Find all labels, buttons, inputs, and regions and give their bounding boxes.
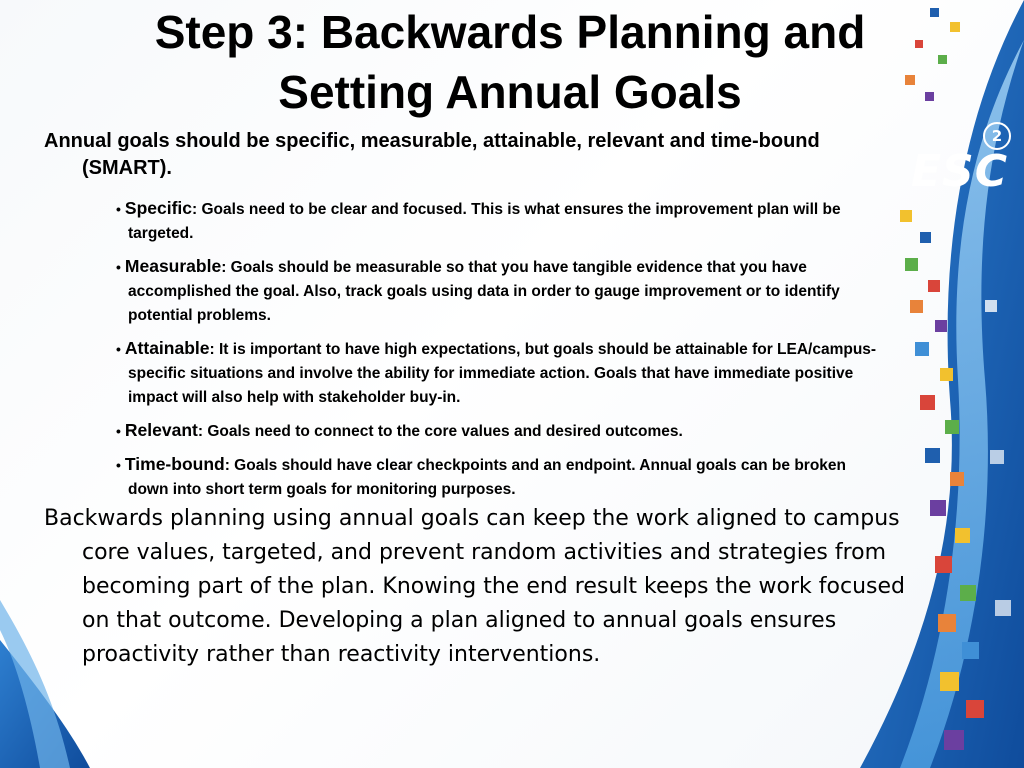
bullet-text: : Goals should be measurable so that you have tangible evidence that you have accomplished the goal. Also, track goals using data in order to gauge improvement or to identify potential problems. — [128, 259, 840, 324]
title-line-2: Setting Annual Goals — [278, 66, 742, 118]
bullet-relevant — [98, 418, 888, 444]
bullet-term: Attainable — [124, 338, 210, 358]
bullet-attainable — [98, 336, 888, 410]
bullet-dot-icon: • — [116, 341, 121, 357]
bullet-dot-icon: • — [116, 457, 121, 473]
bullet-term: Specific — [124, 198, 193, 218]
bullet-term: Measurable — [124, 256, 222, 276]
esc-logo — [905, 118, 1024, 198]
backwards-planning-paragraph: Backwards planning using annual goals can keep the work aligned to campus core values, targeted, and prevent random activities and strategies from becoming part of the plan. Knowing the end result keeps the work focused on that outcome. Developing a plan aligned to annual goals ensures proactivity rather than reactivity interventions. — [44, 506, 905, 667]
bullet-text: : Goals need to connect to the core values and desired outcomes. — [197, 423, 683, 440]
bullet-time-bound — [98, 452, 888, 502]
bullet-specific — [98, 196, 888, 246]
slide-title — [40, 2, 980, 122]
bullet-dot-icon: • — [116, 259, 121, 275]
bullet-term: Relevant — [124, 420, 198, 440]
logo-text: ESC — [911, 146, 1009, 197]
bullet-dot-icon: • — [116, 201, 121, 217]
bullet-dot-icon: • — [116, 423, 121, 439]
bullet-text: : Goals need to be clear and focused. This is what ensures the improvement plan will be targeted. — [128, 201, 841, 242]
bullet-text: : It is important to have high expectations, but goals should be attainable for LEA/campus-specific situations and involve the ability for immediate action. Goals that have immediate positive impact will also help with stakeholder buy-in. — [128, 341, 877, 406]
smart-intro-paragraph: Annual goals should be specific, measurable, attainable, relevant and time-bound (SMART). — [44, 130, 820, 179]
smart-bullet-list — [98, 196, 888, 510]
bullet-text: : Goals should have clear checkpoints and an endpoint. Annual goals can be broken down into short term goals for monitoring purposes. — [128, 457, 846, 498]
title-line-1: Step 3: Backwards Planning and — [154, 6, 866, 58]
bullet-measurable — [98, 254, 888, 328]
logo-superscript: 2 — [983, 122, 1011, 150]
bullet-term: Time-bound — [124, 454, 225, 474]
